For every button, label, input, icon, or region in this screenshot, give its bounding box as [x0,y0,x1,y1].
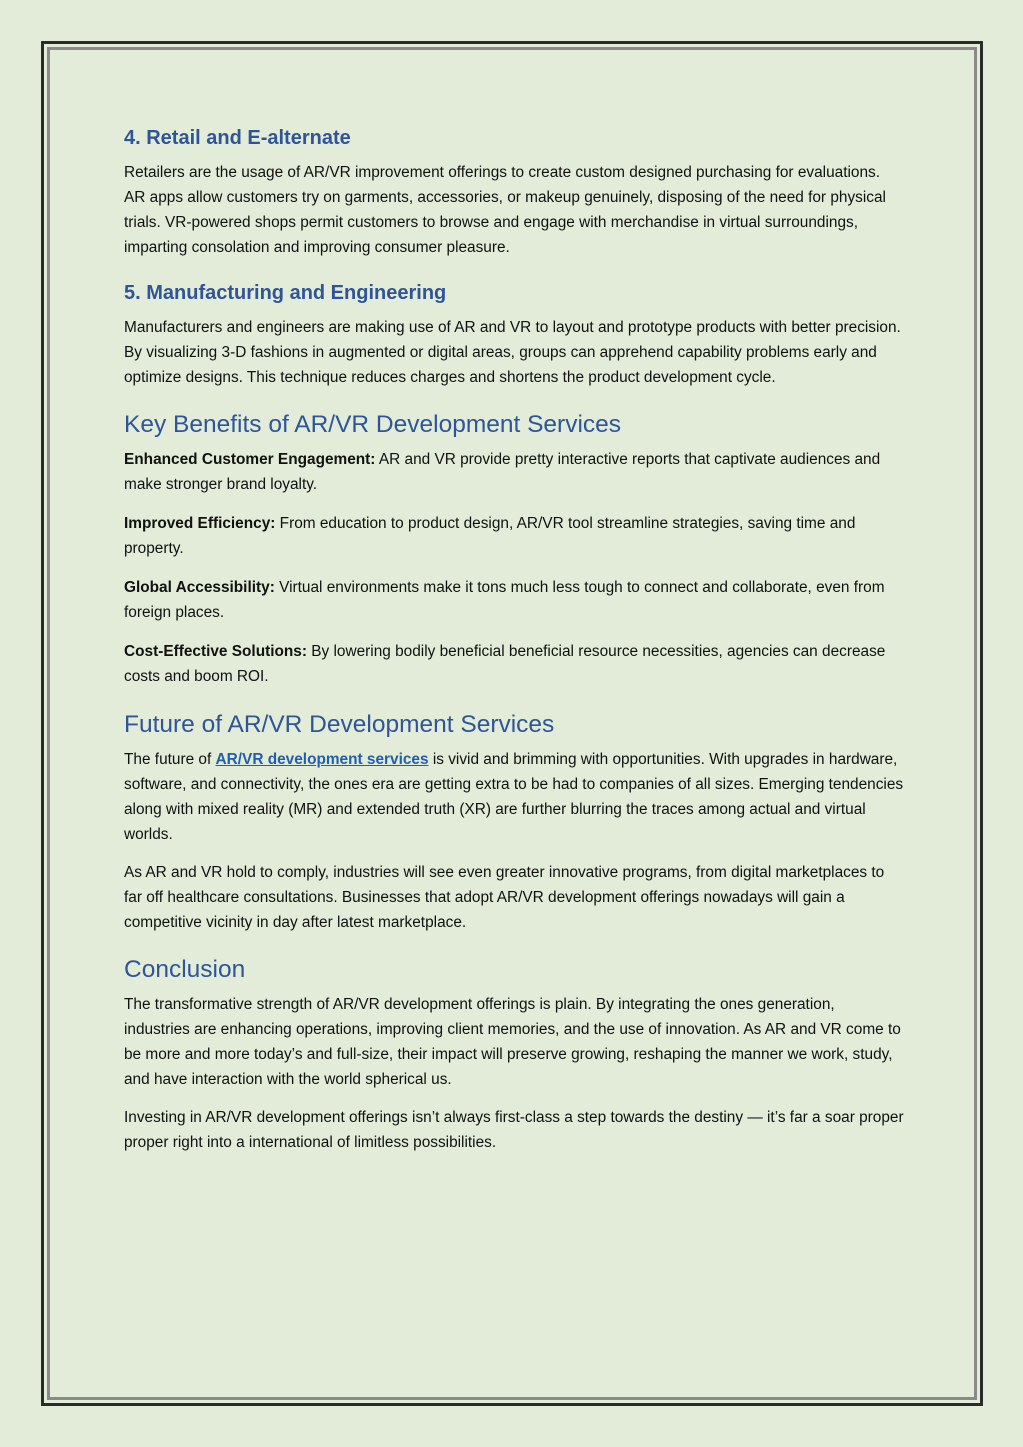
benefit-label: Cost-Effective Solutions: [124,643,307,660]
benefit-item-efficiency [124,511,904,561]
benefit-label: Enhanced Customer Engagement: [124,451,376,468]
document-body [124,124,904,1168]
retail-heading: 4. Retail and E-alternate [124,127,351,149]
benefit-text: AR and VR provide pretty interactive reports that captivate audiences and make stronger brand loyalty. [124,451,881,493]
benefit-text: Virtual environments make it tons much less tough to connect and collaborate, even from foreign places. [124,579,885,621]
benefit-item-accessibility [124,575,904,625]
benefit-text: By lowering bodily beneficial beneficial resource necessities, agencies can decrease costs and boom ROI. [124,643,886,685]
manufacturing-heading: 5. Manufacturing and Engineering [124,282,447,304]
future-paragraph-2: As AR and VR hold to comply, industries will see even greater innovative programs, from digital marketplaces to far off healthcare consultations. Businesses that adopt AR/VR development offerings nowadays will gain a competitive vicinity in day after latest marketplace. [124,864,885,931]
conclusion-paragraph-1: The transformative strength of AR/VR development offerings is plain. By integrating the ones generation, industries are enhancing operations, improving client memories, and the use of innovation. As AR and VR come to be more and more today’s and full-size, their impact will preserve growing, reshaping the manner we work, study, and have interaction with the world spherical us. [124,996,901,1088]
conclusion-heading: Conclusion [124,956,246,983]
future-text-after: is vivid and brimming with opportunities. With upgrades in hardware, software, and connectivity, the ones era are getting extra to be had to companies of all sizes. Emerging tendencies along with mixed reality (MR) and extended truth (XR) are further blurring the traces among actual and virtual worlds. [124,751,904,843]
benefit-item-cost [124,639,904,689]
future-heading: Future of AR/VR Development Services [124,711,555,738]
manufacturing-paragraph: Manufacturers and engineers are making use of AR and VR to layout and prototype products with better precision. By visualizing 3-D fashions in augmented or digital areas, groups can apprehend capability problems early and optimize designs. This technique reduces charges and shortens the product development cycle. [124,319,901,386]
future-text-before: The future of [124,751,216,768]
retail-paragraph: Retailers are the usage of AR/VR improvement offerings to create custom designed purchasing for evaluations. AR apps allow customers try on garments, accessories, or makeup genuinely, disposing of the need for physical trials. VR-powered shops permit customers to browse and engage with merchandise in virtual surroundings, imparting consolation and improving consumer pleasure. [124,164,886,256]
ar-vr-services-link[interactable]: AR/VR development services [215,751,429,768]
benefit-label: Global Accessibility: [124,579,275,596]
benefit-label: Improved Efficiency: [124,515,276,532]
benefit-text: From education to product design, AR/VR tool streamline strategies, saving time and property. [124,515,856,557]
conclusion-paragraph-2: Investing in AR/VR development offerings isn’t always first-class a step towards the destiny — it’s far a soar proper proper right into a international of limitless possibilities. [124,1109,904,1151]
benefits-heading: Key Benefits of AR/VR Development Services [124,411,622,438]
future-paragraph-1 [124,747,904,847]
benefit-item-engagement [124,447,904,497]
